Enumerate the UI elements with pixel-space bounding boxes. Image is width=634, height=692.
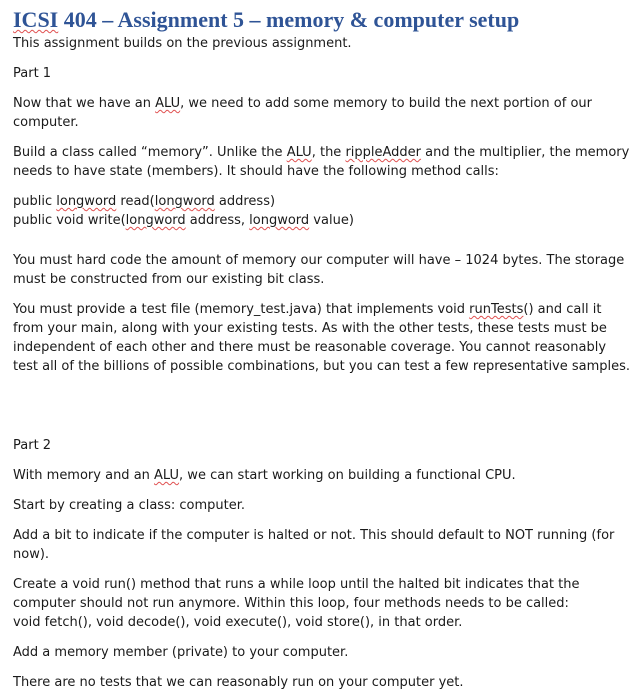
- code-line-read: public longword read(longword address): [13, 194, 276, 209]
- word-alu: ALU: [154, 468, 180, 483]
- document-page: [13, 6, 633, 692]
- part2-paragraph-4: Create a void run() method that runs a while loop until the halted bit indicates that the computer should not run anymore. Within this loop, four methods needs to be called:: [13, 577, 580, 611]
- part2-paragraph-6: There are no tests that we can reasonably run on your computer yet.: [13, 675, 464, 690]
- word-runtests: runTests: [469, 302, 524, 317]
- word-longword: longword: [56, 194, 117, 209]
- code-line-write: public void write(longword address, longword value): [13, 213, 354, 228]
- part2-paragraph-1: With memory and an ALU, we can start working on building a functional CPU.: [13, 468, 516, 483]
- word-longword: longword: [154, 194, 215, 209]
- part1-paragraph-2: Build a class called “memory”. Unlike the ALU, the rippleAdder and the multiplier, the memory needs to have state (members). It should have the following method calls:: [13, 145, 630, 179]
- title-word-icsi: ICSI: [13, 7, 59, 32]
- part1-heading: Part 1: [13, 66, 52, 81]
- word-longword: longword: [125, 213, 186, 228]
- part1-paragraph-3: You must hard code the amount of memory our computer will have – 1024 bytes. The storage must be constructed from our existing bit class.: [13, 253, 625, 287]
- part2-method-list: void fetch(), void decode(), void execute(), void store(), in that order.: [13, 615, 463, 630]
- part2-paragraph-2: Start by creating a class: computer.: [13, 498, 245, 513]
- document-title: [13, 6, 633, 34]
- part2-paragraph-3: Add a bit to indicate if the computer is halted or not. This should default to NOT running (for now).: [13, 528, 615, 562]
- part2-heading: Part 2: [13, 438, 52, 453]
- title-rest: 404 – Assignment 5 – memory & computer setup: [58, 7, 520, 32]
- word-alu: ALU: [286, 145, 312, 160]
- part1-paragraph-4: You must provide a test file (memory_test.java) that implements void runTests() and call it from your main, along with your existing tests. As with the other tests, these tests must be independent of each other and there must be reasonable coverage. You cannot reasonably test all of the billions of possible combinations, but you can test a few representative samples.: [13, 302, 631, 374]
- word-longword: longword: [249, 213, 310, 228]
- word-rippleadder: rippleAdder: [345, 145, 422, 160]
- part1-paragraph-1: Now that we have an ALU, we need to add some memory to build the next portion of our computer.: [13, 96, 592, 130]
- intro-paragraph: This assignment builds on the previous assignment.: [13, 36, 352, 51]
- word-alu: ALU: [155, 96, 181, 111]
- part2-paragraph-5: Add a memory member (private) to your computer.: [13, 645, 349, 660]
